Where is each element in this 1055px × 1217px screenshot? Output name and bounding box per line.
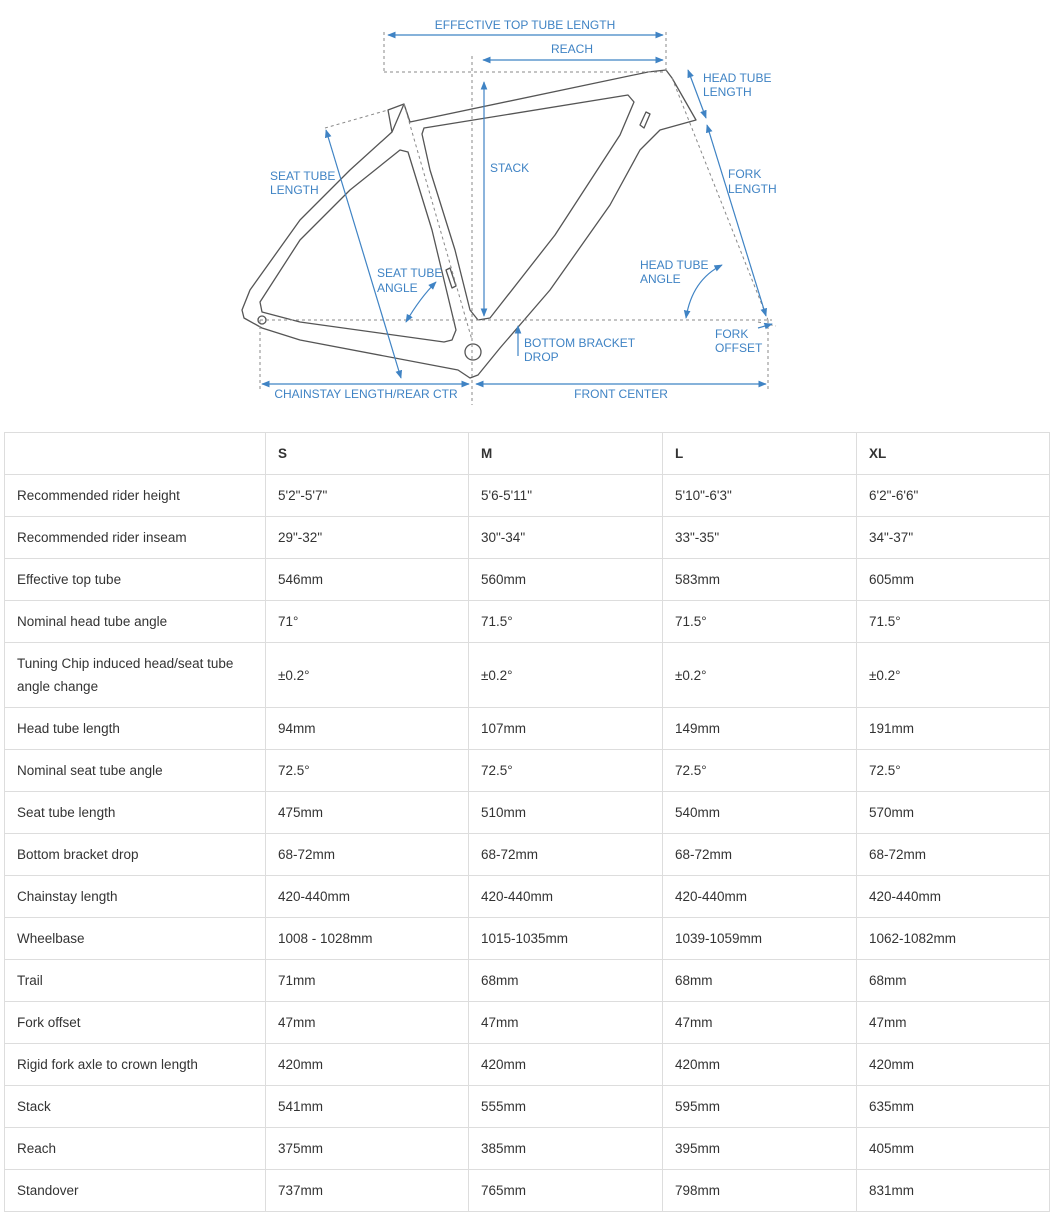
cell-l: 420mm bbox=[663, 1044, 857, 1086]
label-head-tube-angle-1: HEAD TUBE bbox=[640, 258, 709, 272]
row-label: Stack bbox=[5, 1086, 266, 1128]
cell-s: 420-440mm bbox=[266, 876, 469, 918]
cell-m: 72.5° bbox=[469, 750, 663, 792]
cell-s: 475mm bbox=[266, 792, 469, 834]
label-stack: STACK bbox=[490, 161, 530, 175]
cell-s: 94mm bbox=[266, 708, 469, 750]
cell-m: 510mm bbox=[469, 792, 663, 834]
frame-inner-front-triangle bbox=[422, 95, 634, 320]
table-row bbox=[5, 876, 1050, 918]
label-fork-length-2: LENGTH bbox=[728, 182, 777, 196]
cell-m: ±0.2° bbox=[469, 643, 663, 708]
cell-m: 555mm bbox=[469, 1086, 663, 1128]
cell-xl: 68mm bbox=[857, 960, 1050, 1002]
cell-s: 47mm bbox=[266, 1002, 469, 1044]
cell-l: 68mm bbox=[663, 960, 857, 1002]
frame-geometry-diagram bbox=[0, 0, 1055, 420]
cell-l: 798mm bbox=[663, 1170, 857, 1212]
label-head-tube-angle-2: ANGLE bbox=[640, 272, 681, 286]
label-front-center: FRONT CENTER bbox=[574, 387, 668, 401]
label-seat-tube-length-1: SEAT TUBE bbox=[270, 169, 336, 183]
table-row bbox=[5, 643, 1050, 708]
table-header-row bbox=[5, 433, 1050, 475]
cell-m: 765mm bbox=[469, 1170, 663, 1212]
cell-xl: 605mm bbox=[857, 559, 1050, 601]
cell-l: 149mm bbox=[663, 708, 857, 750]
cell-l: 47mm bbox=[663, 1002, 857, 1044]
cell-l: 583mm bbox=[663, 559, 857, 601]
label-chainstay: CHAINSTAY LENGTH/REAR CTR bbox=[274, 387, 458, 401]
cell-m: 5'6-5'11" bbox=[469, 475, 663, 517]
cell-m: 420mm bbox=[469, 1044, 663, 1086]
cell-s: 737mm bbox=[266, 1170, 469, 1212]
row-label: Trail bbox=[5, 960, 266, 1002]
row-label: Bottom bracket drop bbox=[5, 834, 266, 876]
cell-s: 546mm bbox=[266, 559, 469, 601]
row-label: Standover bbox=[5, 1170, 266, 1212]
cell-xl: 420-440mm bbox=[857, 876, 1050, 918]
table-row bbox=[5, 559, 1050, 601]
label-seat-tube-angle-1: SEAT TUBE bbox=[377, 266, 443, 280]
row-label: Fork offset bbox=[5, 1002, 266, 1044]
table-row bbox=[5, 517, 1050, 559]
table-row bbox=[5, 834, 1050, 876]
header-size-m: M bbox=[469, 433, 663, 475]
cell-l: 71.5° bbox=[663, 601, 857, 643]
cell-xl: 831mm bbox=[857, 1170, 1050, 1212]
cell-s: 72.5° bbox=[266, 750, 469, 792]
cell-m: 1015-1035mm bbox=[469, 918, 663, 960]
cell-l: 595mm bbox=[663, 1086, 857, 1128]
geometry-table bbox=[4, 432, 1050, 1212]
cell-s: 71° bbox=[266, 601, 469, 643]
cell-l: 1039-1059mm bbox=[663, 918, 857, 960]
row-label: Reach bbox=[5, 1128, 266, 1170]
table-row bbox=[5, 1086, 1050, 1128]
row-label: Recommended rider height bbox=[5, 475, 266, 517]
label-seat-tube-length-2: LENGTH bbox=[270, 183, 319, 197]
label-head-tube-length-1: HEAD TUBE bbox=[703, 71, 772, 85]
row-label: Tuning Chip induced head/seat tube angle change bbox=[5, 643, 266, 708]
cell-m: 30"-34" bbox=[469, 517, 663, 559]
cell-l: 5'10"-6'3" bbox=[663, 475, 857, 517]
cell-s: 68-72mm bbox=[266, 834, 469, 876]
label-head-tube-length-2: LENGTH bbox=[703, 85, 752, 99]
head-tube-slot bbox=[640, 112, 650, 128]
header-empty-cell bbox=[5, 433, 266, 475]
header-size-l: L bbox=[663, 433, 857, 475]
bike-frame-drawing bbox=[242, 70, 696, 378]
header-size-xl: XL bbox=[857, 433, 1050, 475]
cell-m: 47mm bbox=[469, 1002, 663, 1044]
table-row bbox=[5, 960, 1050, 1002]
cell-xl: 1062-1082mm bbox=[857, 918, 1050, 960]
cell-s: 420mm bbox=[266, 1044, 469, 1086]
cell-l: 395mm bbox=[663, 1128, 857, 1170]
table-row bbox=[5, 1044, 1050, 1086]
label-reach: REACH bbox=[550, 42, 594, 56]
cell-l: ±0.2° bbox=[663, 643, 857, 708]
table-row bbox=[5, 601, 1050, 643]
row-label: Recommended rider inseam bbox=[5, 517, 266, 559]
cell-xl: 405mm bbox=[857, 1128, 1050, 1170]
cell-m: 68mm bbox=[469, 960, 663, 1002]
row-label: Effective top tube bbox=[5, 559, 266, 601]
label-fork-offset-1: FORK bbox=[715, 327, 749, 341]
cell-xl: 71.5° bbox=[857, 601, 1050, 643]
row-label: Rigid fork axle to crown length bbox=[5, 1044, 266, 1086]
cell-xl: 47mm bbox=[857, 1002, 1050, 1044]
row-label: Wheelbase bbox=[5, 918, 266, 960]
cell-l: 540mm bbox=[663, 792, 857, 834]
table-row bbox=[5, 792, 1050, 834]
table-row bbox=[5, 1170, 1050, 1212]
cell-m: 385mm bbox=[469, 1128, 663, 1170]
row-label: Chainstay length bbox=[5, 876, 266, 918]
cell-m: 420-440mm bbox=[469, 876, 663, 918]
table-row bbox=[5, 1002, 1050, 1044]
cell-xl: 68-72mm bbox=[857, 834, 1050, 876]
table-row bbox=[5, 708, 1050, 750]
cell-s: ±0.2° bbox=[266, 643, 469, 708]
label-seat-tube-angle-2: ANGLE bbox=[377, 281, 418, 295]
table-row bbox=[5, 475, 1050, 517]
cell-xl: 570mm bbox=[857, 792, 1050, 834]
table-row bbox=[5, 918, 1050, 960]
label-bb-drop-2: DROP bbox=[524, 350, 559, 364]
cell-s: 541mm bbox=[266, 1086, 469, 1128]
dimension-arrows bbox=[262, 35, 772, 384]
label-effective-top-tube: EFFECTIVE TOP TUBE LENGTH bbox=[434, 18, 616, 32]
cell-s: 1008 - 1028mm bbox=[266, 918, 469, 960]
cell-s: 375mm bbox=[266, 1128, 469, 1170]
row-label: Nominal seat tube angle bbox=[5, 750, 266, 792]
row-label: Head tube length bbox=[5, 708, 266, 750]
cell-l: 72.5° bbox=[663, 750, 857, 792]
cell-s: 29"-32" bbox=[266, 517, 469, 559]
cell-xl: 420mm bbox=[857, 1044, 1050, 1086]
table-row bbox=[5, 750, 1050, 792]
cell-m: 560mm bbox=[469, 559, 663, 601]
table-row bbox=[5, 1128, 1050, 1170]
frame-geometry-svg bbox=[0, 0, 1055, 420]
cell-l: 68-72mm bbox=[663, 834, 857, 876]
cell-l: 33"-35" bbox=[663, 517, 857, 559]
bottom-bracket bbox=[465, 344, 481, 360]
cell-s: 71mm bbox=[266, 960, 469, 1002]
cell-s: 5'2"-5'7" bbox=[266, 475, 469, 517]
cell-xl: 6'2"-6'6" bbox=[857, 475, 1050, 517]
cell-m: 107mm bbox=[469, 708, 663, 750]
cell-xl: 635mm bbox=[857, 1086, 1050, 1128]
cell-l: 420-440mm bbox=[663, 876, 857, 918]
row-label: Nominal head tube angle bbox=[5, 601, 266, 643]
cell-m: 71.5° bbox=[469, 601, 663, 643]
cell-xl: 72.5° bbox=[857, 750, 1050, 792]
cell-xl: 191mm bbox=[857, 708, 1050, 750]
cell-m: 68-72mm bbox=[469, 834, 663, 876]
cell-xl: ±0.2° bbox=[857, 643, 1050, 708]
header-size-s: S bbox=[266, 433, 469, 475]
cell-xl: 34"-37" bbox=[857, 517, 1050, 559]
row-label: Seat tube length bbox=[5, 792, 266, 834]
label-bb-drop-1: BOTTOM BRACKET bbox=[524, 336, 636, 350]
label-fork-offset-2: OFFSET bbox=[715, 341, 763, 355]
label-fork-length-1: FORK bbox=[728, 167, 762, 181]
